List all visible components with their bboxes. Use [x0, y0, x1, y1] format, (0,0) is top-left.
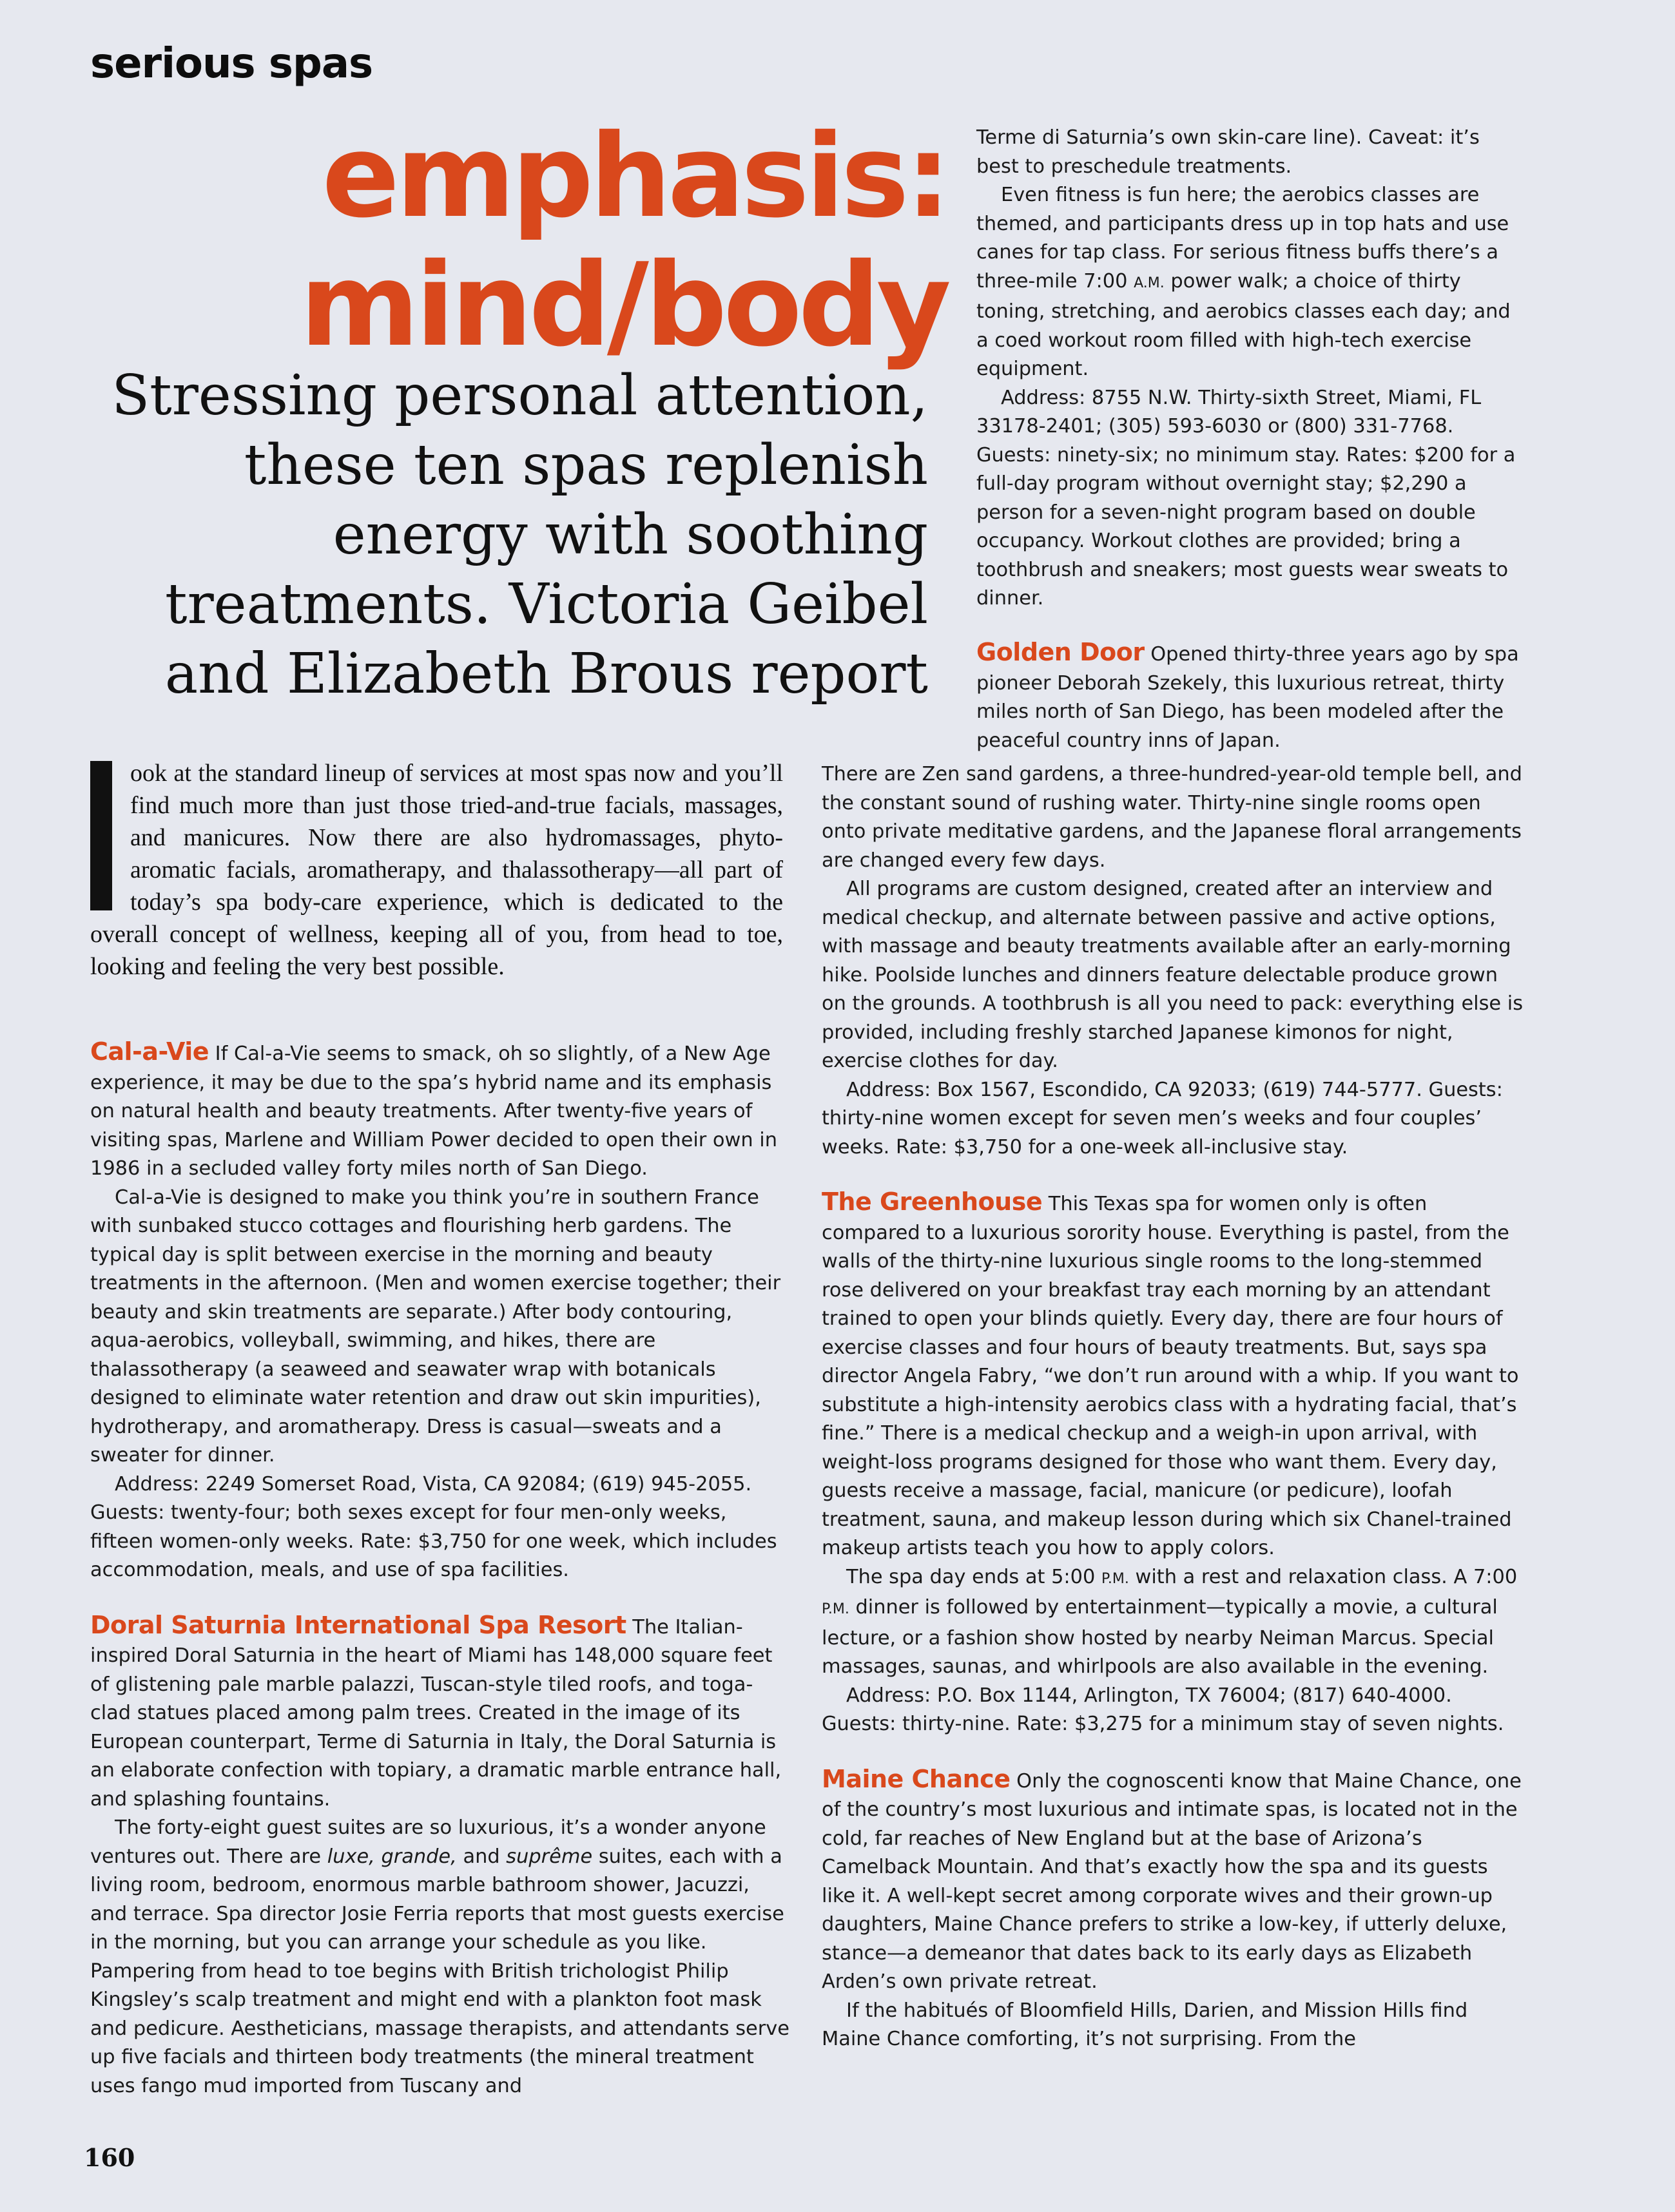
headline-line-1: emphasis: [322, 110, 947, 243]
left-column [90, 1037, 789, 2101]
calavie-p3: Address: 2249 Somerset Road, Vista, CA 92084; (619) 945-2055. Guests: twenty-four; both sexes except for four men-only weeks, fifteen women-only weeks. Rate: $3,750 for one week, which includes accommodation, meals, and use of spa facilities. [90, 1472, 777, 1581]
maine-chance-p1-text: Only the cognoscenti know that Maine Chance, one of the country’s most luxurious and intimate spas, is located not in the cold, far reaches of New England but at the base of Arizona’s Camelback Mountain. And that’s exactly how the spa and its guests like it. A well-kept secret among corporate wives and their grown-up daughters, Maine Chance prefers to strike a low-key, if utterly deluxe, stance—a demeanor that dates back to its early days as Elizabeth Arden’s own private retreat. [822, 1769, 1522, 1993]
calavie-p1 [90, 1037, 789, 1184]
golden-door-p3: Address: Box 1567, Escondido, CA 92033; (619) 744-5777. Guests: thirty-nine women except for seven men’s weeks and four couples’ weeks. Rate: $3,750 for a one-week all-inclusive stay. [822, 1078, 1503, 1159]
calavie-p1-text: If Cal-a-Vie seems to smack, oh so slightly, of a New Age experience, it may be due to the spa’s hybrid name and its emphasis on natural health and beauty treatments. After twenty-five years of visiting spas, Marlene and William Power decided to open their own in 1986 in a secluded valley forty miles north of San Diego. [90, 1043, 778, 1180]
doral-cont1: Terme di Saturnia’s own skin-care line). Caveat: it’s best to preschedule treatments. [976, 126, 1480, 178]
greenhouse-p2 [822, 1563, 1524, 1682]
spa-name-calavie: Cal-a-Vie [90, 1037, 209, 1066]
golden-door-p2: All programs are custom designed, created after an interview and medical checkup, and alternate between passive and active options, with massage and beauty treatments available after an early-morning hike. Poolside lunches and dinners feature delectable produce grown on the grounds. A toothbrush is all you need to pack: everything else is provided, including freshly starched Japanese kimonos for night, exercise clothes for day. [822, 878, 1524, 1072]
spa-name-maine-chance: Maine Chance [822, 1764, 1011, 1793]
page-number: 160 [84, 2143, 135, 2172]
doral-p1 [90, 1611, 789, 1814]
greenhouse-p1 [822, 1188, 1524, 1563]
greenhouse-p2-pm2: P.M. [822, 1601, 849, 1617]
intro-text: ook at the standard lineup of services at most spas now and you’ll find much more than just those tried-and-true facials, massages, and manicures. Now there are also hydromassages, phyto-aromatic facials, aromatherapy, and thalassotherapy—all part of today’s spa body-care experience, which is dedicated to the overall concept of wellness, keeping all of you, from head to toe, looking and feeling the very best possible. [90, 760, 783, 980]
spa-name-greenhouse: The Greenhouse [822, 1188, 1043, 1216]
greenhouse-p2-pm: P.M. [1101, 1570, 1129, 1587]
spa-name-golden-door: Golden Door [976, 638, 1145, 666]
calavie-p2: Cal-a-Vie is designed to make you think you’re in southern France with sunbaked stucco cottages and flourishing herb gardens. The typical day is split between exercise in the morning and beauty treatments in the afternoon. (Men and women exercise together; their beauty and skin treatments are separate.) After body contouring, aqua-aerobics, volleyball, swimming, and hikes, there are thalassotherapy (a seaweed and seawater wrap with botanicals designed to eliminate water retention and draw out skin impurities), hydrotherapy, and aromatherapy. Dress is casual—sweats and a sweater for dinner. [90, 1186, 781, 1467]
doral-cont2a: Even fitness is fun here; the aerobics classes are themed, and participants dress up in top hats and use canes for tap class. For serious fitness buffs there’s a three-mile 7:00 [976, 184, 1509, 293]
dropcap-bar [90, 761, 112, 910]
greenhouse-p2b: with a rest and relaxation class. A 7:00 [1128, 1565, 1518, 1588]
doral-p2-italic: luxe, grande, [327, 1845, 457, 1868]
greenhouse-p3: Address: P.O. Box 1144, Arlington, TX 76004; (817) 640-4000. Guests: thirty-nine. Rate: $3,275 for a minimum stay of seven nights. [822, 1684, 1504, 1735]
golden-door-intro [976, 638, 1524, 755]
maine-chance-p1 [822, 1765, 1524, 1997]
right-column-top [976, 124, 1524, 613]
golden-door-p1-start [976, 638, 1524, 755]
greenhouse-p2a: The spa day ends at 5:00 [846, 1565, 1101, 1588]
doral-p2b: and [456, 1845, 507, 1868]
deck: Stressing personal attention, these ten spas replenish energy with soothing treatments. Victoria Geibel and Elizabeth Brous report [111, 363, 928, 706]
greenhouse-p1-text: This Texas spa for women only is often compared to a luxurious sorority house. Everything is pastel, from the walls of the thirty-nine luxurious single rooms to the long-stemmed rose delivered on your breakfast tray each morning by an attendant trained to open your blinds quietly. Every day, there are four hours of exercise classes and four hours of beauty treatments. But, says spa director Angela Fabry, “we don’t run around with a whip. If you want to substitute a high-intensity aerobics class with a hydrating facial, that’s fine.” There is a medical checkup and a weigh-in upon arrival, with weight-loss programs designed for those who want them. Every day, guests receive a massage, facial, manicure (or pedicure), loofah treatment, sauna, and makeup lesson during which six Chanel-trained makeup artists teach you how to apply colors. [822, 1193, 1519, 1559]
greenhouse-p2c: dinner is followed by entertainment—typically a movie, a cultural lecture, or a fashion show hosted by nearby Neiman Marcus. Special massages, saunas, and whirlpools are also available in the evening. [822, 1596, 1498, 1678]
headline-line-2: mind/body [300, 238, 947, 372]
doral-cont3: Address: 8755 N.W. Thirty-sixth Street, Miami, FL 33178-2401; (305) 593-6030 or (800) 331-7768. Guests: ninety-six; no minimum stay. Rates: $200 for a full-day program without overnight stay; $2,290 a person for a seven-night program based on double occupancy. Workout clothes are provided; bring a toothbrush and sneakers; most guests wear sweats to dinner. [976, 386, 1516, 610]
intro-paragraph [90, 757, 783, 983]
right-column [822, 760, 1524, 2054]
golden-door-p1-rest: There are Zen sand gardens, a three-hundred-year-old temple bell, and the constant sound of rushing water. Thirty-nine single rooms open onto private meditative gardens, and the Japanese floral arrangements are changed every few days. [822, 763, 1522, 872]
doral-p2 [90, 1814, 789, 2101]
doral-p1-text: The Italian-inspired Doral Saturnia in the heart of Miami has 148,000 square feet of glistening pale marble palazzi, Tuscan-style tiled roofs, and toga-clad statues placed among palm trees. Created in the image of its European counterpart, Terme di Saturnia in Italy, the Doral Saturnia is an elaborate confection with topiary, a dramatic marble entrance hall, and splashing fountains. [90, 1615, 782, 1811]
doral-p2-italic2: suprême [506, 1845, 593, 1868]
section-label: serious spas [90, 40, 373, 88]
doral-cont2-am: A.M. [1134, 274, 1165, 291]
doral-cont2 [976, 181, 1524, 384]
doral-p2a: The forty-eight guest suites are so luxurious, it’s a wonder anyone ventures out. There are [90, 1816, 766, 1868]
maine-chance-p2: If the habitués of Bloomfield Hills, Darien, and Mission Hills find Maine Chance comforting, it’s not surprising. From the [822, 1999, 1468, 2050]
doral-p2c: suites, each with a living room, bedroom, enormous marble bathroom shower, Jacuzzi, and terrace. Spa director Josie Ferria reports that most guests exercise in the morning, but you can arrange your schedule as you like. Pampering from head to toe begins with British trichologist Philip Kingsley’s scalp treatment and might end with a plankton foot mask and pedicure. Aestheticians, massage therapists, and attendants serve up five facials and thirteen body treatments (the mineral treatment uses fango mud imported from Tuscany and [90, 1845, 789, 2097]
doral-cont2b: power walk; a choice of thirty toning, stretching, and aerobics classes each day; and a coed workout room filled with high-tech exercise equipment. [976, 269, 1511, 380]
golden-door-p1-visible: Opened thirty-three years ago by spa pioneer Deborah Szekely, this luxurious retreat, thirty miles north of San Diego, has been modeled after the peaceful country inns of Japan. [976, 643, 1519, 752]
spa-name-doral: Doral Saturnia International Spa Resort [90, 1610, 626, 1639]
